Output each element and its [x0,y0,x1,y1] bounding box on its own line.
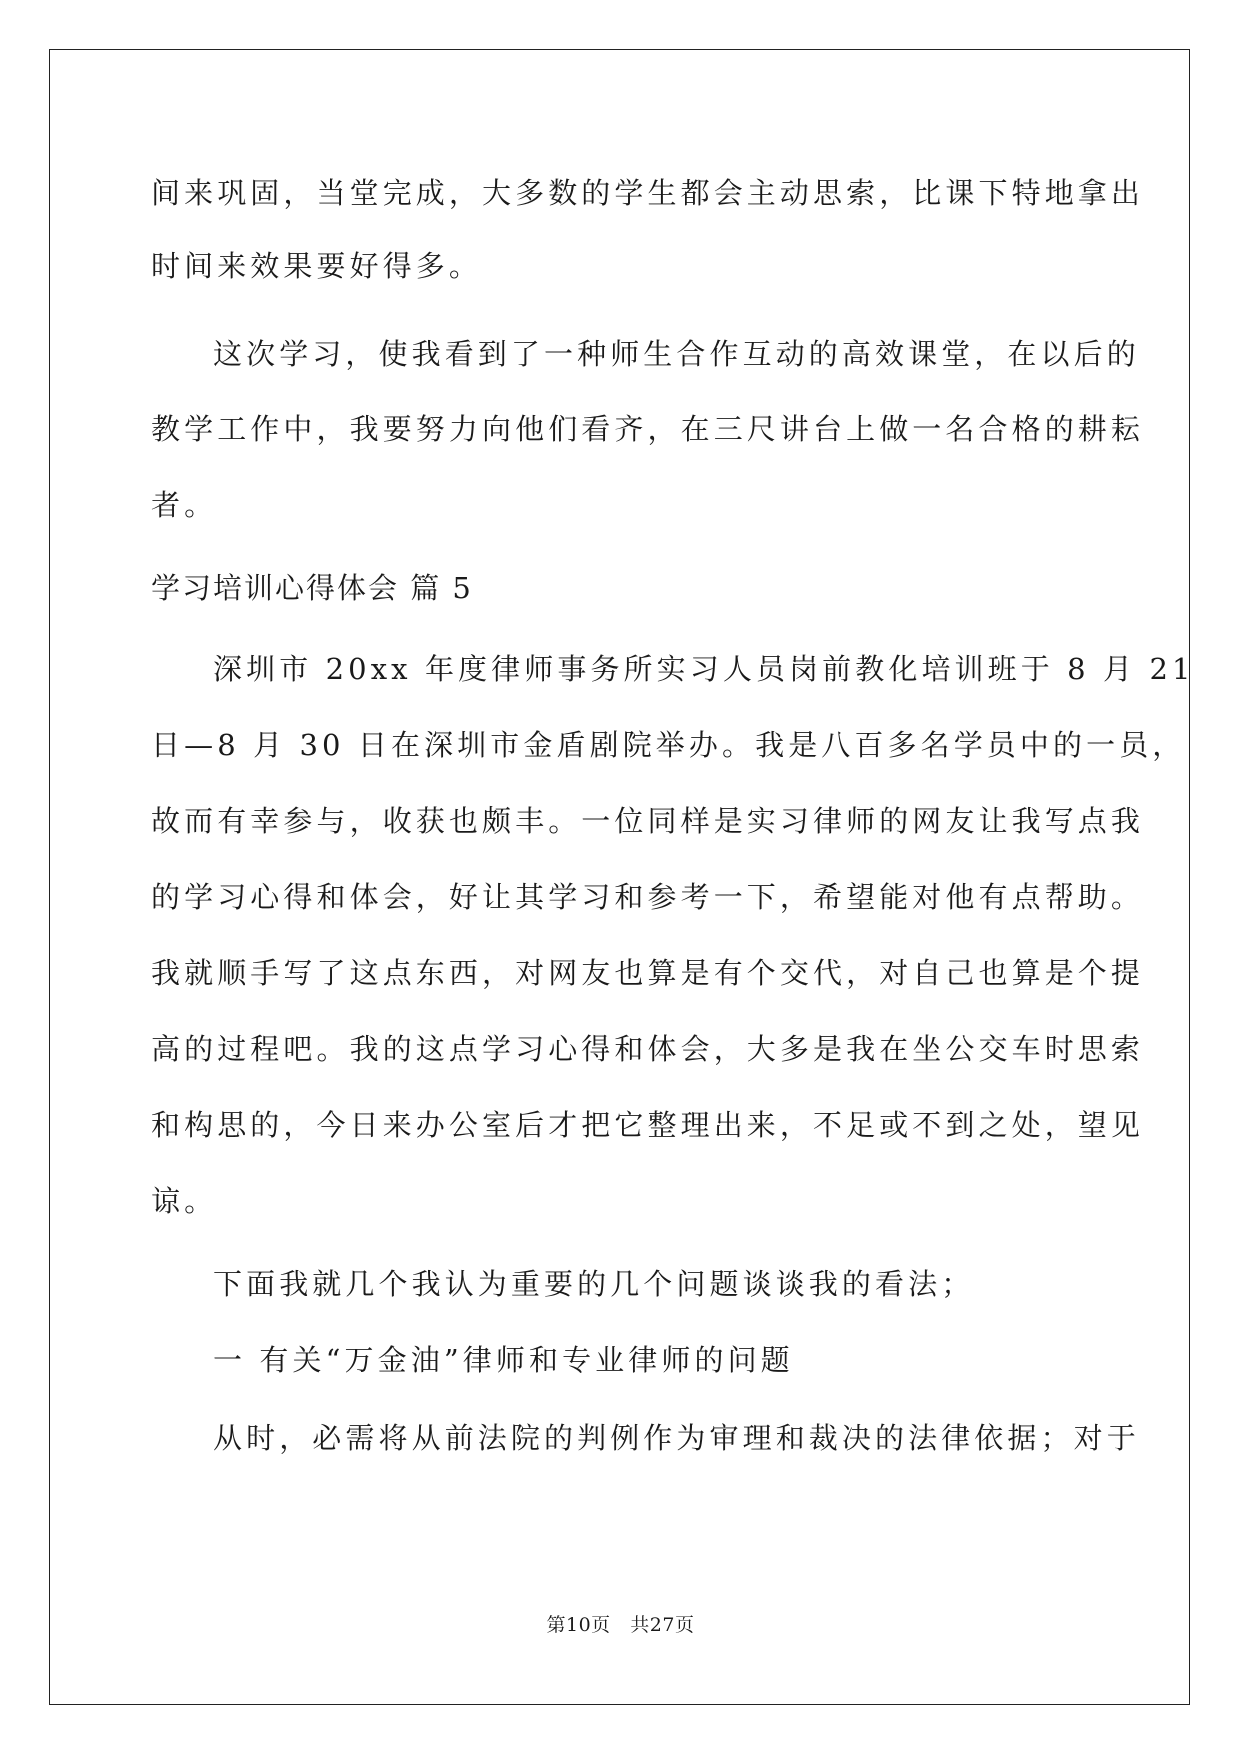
body-text-line: 教学工作中，我要努力向他们看齐，在三尺讲台上做一名合格的耕耘 [151,412,1145,446]
body-text-line: 谅。 [151,1184,218,1218]
body-text-line: 这次学习，使我看到了一种师生合作互动的高效课堂，在以后的 [213,337,1140,371]
section-heading: 学习培训心得体会 篇 5 [151,571,473,605]
body-text-line: 日—8 月 30 日在深圳市金盾剧院举办。我是八百多名学员中的一员， [151,728,1186,762]
body-text-line: 和构思的，今日来办公室后才把它整理出来，不足或不到之处，望见 [151,1108,1145,1142]
subheading: 一 有关“万金油”律师和专业律师的问题 [213,1343,794,1377]
body-text-line: 高的过程吧。我的这点学习心得和体会，大多是我在坐公交车时思索 [151,1032,1145,1066]
body-text-line: 的学习心得和体会，好让其学习和参考一下，希望能对他有点帮助。 [151,880,1145,914]
body-text-line: 间来巩固，当堂完成，大多数的学生都会主动思索，比课下特地拿出 [151,176,1145,210]
page-number-footer: 第10页 共27页 [546,1614,695,1636]
body-text-line: 故而有幸参与，收获也颇丰。一位同样是实习律师的网友让我写点我 [151,804,1145,838]
body-text-line: 时间来效果要好得多。 [151,249,483,283]
body-text-line: 下面我就几个我认为重要的几个问题谈谈我的看法； [213,1267,975,1301]
body-text-line: 我就顺手写了这点东西，对网友也算是有个交代，对自己也算是个提 [151,956,1145,990]
body-text-line: 从时，必需将从前法院的判例作为审理和裁决的法律依据；对于 [213,1421,1140,1455]
body-text-line: 者。 [151,488,218,522]
body-text-line: 深圳市 20xx 年度律师事务所实习人员岗前教化培训班于 8 月 21 [213,652,1195,686]
